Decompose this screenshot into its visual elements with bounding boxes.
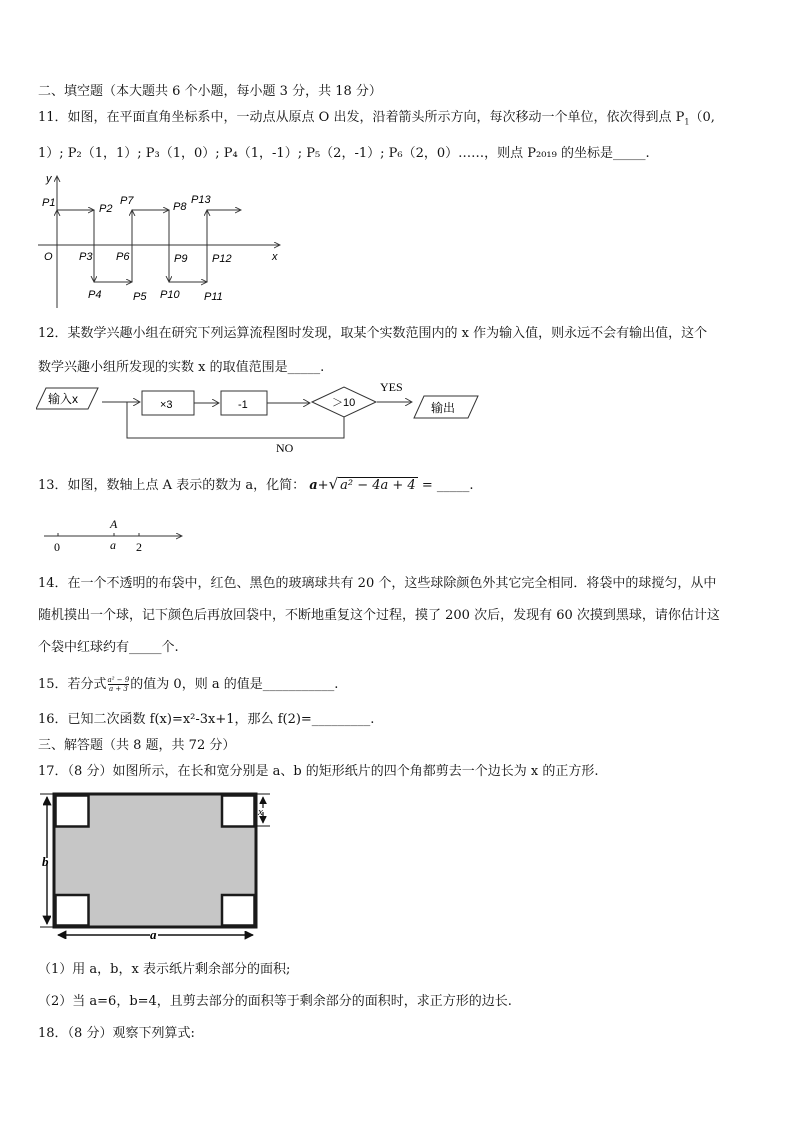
flow-yes-label: YES [380, 380, 403, 394]
q15-frac-num: a² − 9 [107, 676, 130, 684]
q13-suffix: = _____. [421, 478, 474, 493]
q12-flowchart [36, 378, 486, 456]
dimension-b-label: b [42, 854, 49, 869]
q11-coordinate-figure [36, 170, 286, 310]
label-p7: P7 [120, 195, 134, 207]
q18-intro: 18．（8 分）观察下列算式: [38, 1026, 195, 1041]
q17-part2: （2）当 a=6，b=4，且剪去部分的面积等于剩余部分的面积时，求正方形的边长. [38, 994, 512, 1009]
label-p2: P2 [99, 203, 113, 215]
q13-prefix: 13．如图，数轴上点 A 表示的数为 a，化简： [38, 478, 306, 493]
q17-part1: （1）用 a，b，x 表示纸片剩余部分的面积; [38, 962, 291, 977]
y-axis-label: y [46, 173, 52, 185]
q11-line1 [38, 106, 715, 127]
label-p13: P13 [191, 194, 211, 206]
q13-number-line [40, 514, 190, 556]
dimension-x-label: x [258, 806, 263, 818]
origin-label: O [44, 251, 53, 263]
sqrt-icon: √ [328, 475, 339, 493]
section-title-fill-in: 二、填空题（本大题共 6 个小题，每小题 3 分，共 18 分） [38, 84, 382, 99]
q15-line [38, 673, 338, 693]
numberline-A: A [110, 517, 118, 531]
q13-expr-a: a [309, 478, 318, 493]
dimension-a-label: a [150, 927, 157, 942]
q11-line1-end: （0, [689, 110, 715, 125]
label-p8: P8 [173, 201, 187, 213]
q14-line1: 14．在一个不透明的布袋中，红色、黑色的玻璃球共有 20 个，这些球除颜色外其它完全相同．将袋中的球搅匀，从中 [38, 576, 717, 591]
label-p11: P11 [204, 291, 223, 303]
numberline-two: 2 [136, 540, 142, 554]
section-title-solve: 三、解答题（共 8 题，共 72 分） [38, 738, 236, 753]
q13-expr-plus: + [317, 478, 329, 493]
corner-square-tr [222, 796, 255, 827]
q12-line2: 数学兴趣小组所发现的实数 x 的取值范围是_____. [38, 360, 325, 375]
label-p6: P6 [116, 251, 130, 263]
q11-line1-text: 11．如图，在平面直角坐标系中，一动点从原点 O 出发，沿着箭头所示方向，每次移动一个单位，依次得到点 P [38, 110, 685, 125]
numberline-a: a [110, 538, 116, 552]
q15-frac-den: a + 3 [108, 685, 128, 693]
q13-expr-root: a² − 4a + 4 [340, 478, 416, 493]
label-p10: P10 [160, 289, 180, 301]
q17-rectangle-figure [38, 788, 273, 944]
label-p12: P12 [212, 253, 232, 265]
q15-suffix: 的值为 0，则 a 的值是___________. [130, 677, 339, 692]
numberline-zero: 0 [54, 540, 60, 554]
flow-condition-label: ＞10 [332, 397, 356, 409]
x-axis-label: x [272, 251, 278, 263]
q15-prefix: 15．若分式 [38, 677, 107, 692]
label-p9: P9 [174, 253, 188, 265]
q11-line1-sub: 1 [684, 117, 690, 127]
q13-line [38, 474, 474, 493]
q12-line1: 12．某数学兴趣小组在研究下列运算流程图时发现，取某个实数范围内的 x 作为输入值，则永远不会有输出值，这个 [38, 326, 708, 341]
q14-line3: 个袋中红球约有_____个. [38, 640, 179, 655]
flow-step1-label: ×3 [160, 399, 173, 411]
flow-input-label: 输入x [48, 392, 79, 406]
corner-square-tl [56, 796, 89, 827]
q15-fraction [108, 676, 130, 693]
label-p5: P5 [133, 291, 147, 303]
q16-line: 16．已知二次函数 f(x)=x²-3x+1，那么 f(2)=_________. [38, 712, 375, 727]
corner-square-br [222, 895, 255, 926]
q17-intro: 17．（8 分）如图所示，在长和宽分别是 a、b 的矩形纸片的四个角都剪去一个边长为 x 的正方形. [38, 764, 599, 779]
label-p4: P4 [88, 289, 102, 301]
label-p1: P1 [42, 197, 56, 209]
corner-square-bl [56, 895, 89, 926]
q14-line2: 随机摸出一个球，记下颜色后再放回袋中，不断地重复这个过程，摸了 200 次后，发现有 60 次摸到黑球，请你估计这 [38, 608, 720, 623]
flow-step2-label: -1 [238, 399, 248, 411]
q11-line2: 1）; P₂（1，1）; P₃（1，0）; P₄（1，-1）; P₅（2，-1）; P₆（2，0）……，则点 P₂₀₁₉ 的坐标是_____. [38, 146, 650, 161]
label-p3: P3 [79, 251, 93, 263]
flow-no-label: NO [276, 441, 294, 455]
flow-output-label: 输出 [431, 401, 456, 415]
